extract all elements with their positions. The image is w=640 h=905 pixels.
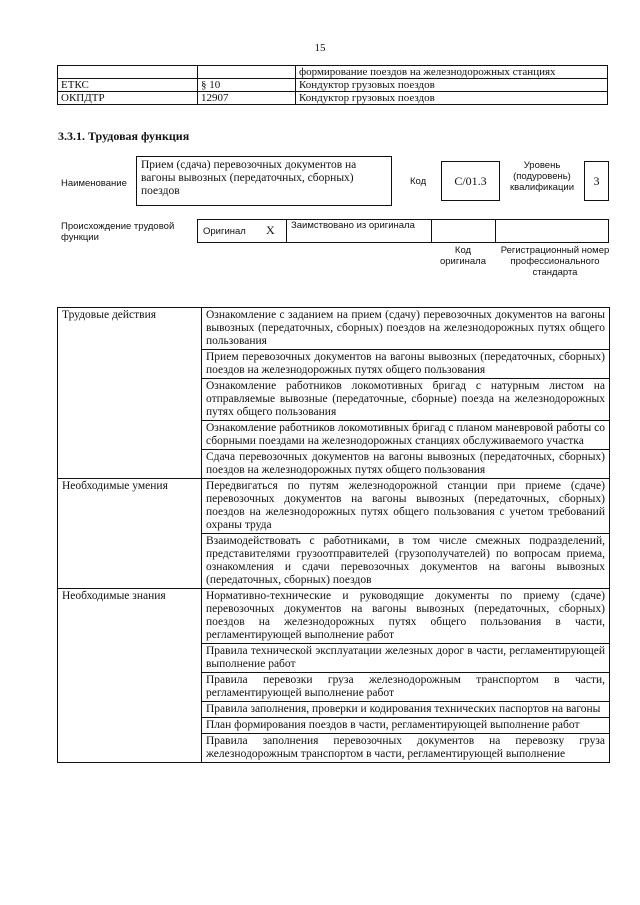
table-row (58, 589, 610, 644)
classifier-code (198, 66, 296, 79)
list-item: Передвигаться по путям железнодорожной станции при приеме (сдаче) перевозочных документов на вагоны вывозных (передаточных, сборных) поездов на железнодорожных путях общего пользования с учетом требований охраны труда (202, 479, 610, 534)
original-mark: X (266, 223, 275, 237)
original-cell (198, 220, 287, 242)
page-number: 15 (314, 42, 326, 54)
list-item: Взаимодействовать с работниками, в том числе смежных подразделений, представителями грузоотправителей (грузополучателей) по вопросам приема, ознакомления и сдачи перевозочных документов на вагоны вывозных (передаточных, сборных) поездов (202, 534, 610, 589)
classifier-code: 12907 (198, 92, 296, 105)
classifier-title: Кондуктор грузовых поездов (296, 79, 608, 92)
function-name-box: Прием (сдача) перевозочных документов на вагоны вывозных (передаточных, сборных) поездов (136, 156, 392, 206)
table-row (58, 66, 608, 79)
classifier-name: ОКПДТР (58, 92, 198, 105)
list-item: Ознакомление работников локомотивных бригад с планом маневровой работы со сборными поездами на железнодорожных станциях обслуживаемого участка (202, 421, 610, 450)
list-item: Правила заполнения перевозочных документов на перевозку груза железнодорожным транспортом в части, регламентирующей выполнение (202, 734, 610, 763)
borrowed-label: Заимствовано из оригинала (291, 220, 415, 231)
original-label: Оригинал (203, 226, 246, 237)
list-item: Сдача перевозочных документов на вагоны вывозных (передаточных, сборных) поездов на железнодорожных путях общего пользования (202, 450, 610, 479)
table-row (58, 479, 610, 534)
reg-number-cell (496, 220, 608, 242)
function-code-box: С/01.3 (441, 161, 500, 201)
section-header: Необходимые знания (58, 589, 202, 763)
section-header: Трудовые действия (58, 308, 202, 479)
origin-box (197, 219, 609, 243)
classifier-title: Кондуктор грузовых поездов (296, 92, 608, 105)
borrowed-cell (287, 220, 432, 242)
section-header: Необходимые умения (58, 479, 202, 589)
section-title: 3.3.1. Трудовая функция (58, 129, 190, 143)
table-row (58, 92, 608, 105)
classifier-table (57, 65, 608, 105)
table-row (58, 308, 610, 350)
level-box: 3 (584, 161, 609, 201)
list-item: Ознакомление с заданием на прием (сдачу) перевозочных документов на вагоны вывозных (передаточных, сборных) поездов на железнодорожных путях общего пользования (202, 308, 610, 350)
classifier-name: ЕТКС (58, 79, 198, 92)
classifier-name (58, 66, 198, 79)
function-details-table (57, 307, 610, 763)
classifier-code: § 10 (198, 79, 296, 92)
origin-label: Происхождение трудовой функции (61, 221, 175, 243)
code-label: Код (410, 176, 427, 187)
list-item: Правила заполнения, проверки и кодирования технических паспортов на вагоны (202, 702, 610, 718)
list-item: План формирования поездов в части, регламентирующей выполнение работ (202, 718, 610, 734)
list-item: Правила технической эксплуатации железных дорог в части, регламентирующей выполнение работ (202, 644, 610, 673)
level-label: Уровень (подуровень) квалификации (509, 160, 575, 193)
classifier-title: формирование поездов на железнодорожных станциях (296, 66, 608, 79)
list-item: Прием перевозочных документов на вагоны вывозных (передаточных, сборных) поездов на железнодорожных путях общего пользования (202, 350, 610, 379)
list-item: Ознакомление работников локомотивных бригад с натурным листом на отправляемые вывозные (передаточные, сборные) поезда на железнодорожных путях общего пользования (202, 379, 610, 421)
list-item: Правила перевозки груза железнодорожным транспортом в части, регламентирующей выполнение работ (202, 673, 610, 702)
list-item: Нормативно-технические и руководящие документы по приему (сдаче) перевозочных документов на вагоны вывозных (передаточных, сборных) поездов на железнодорожных путях общего пользования в части, регламентирующей выполнение работ (202, 589, 610, 644)
original-code-cell (432, 220, 496, 242)
reg-caption: Регистрационный номер профессионального стандарта (500, 245, 610, 278)
code-caption: Код оригинала (439, 245, 486, 267)
table-row (58, 79, 608, 92)
name-label: Наименование (61, 178, 127, 189)
